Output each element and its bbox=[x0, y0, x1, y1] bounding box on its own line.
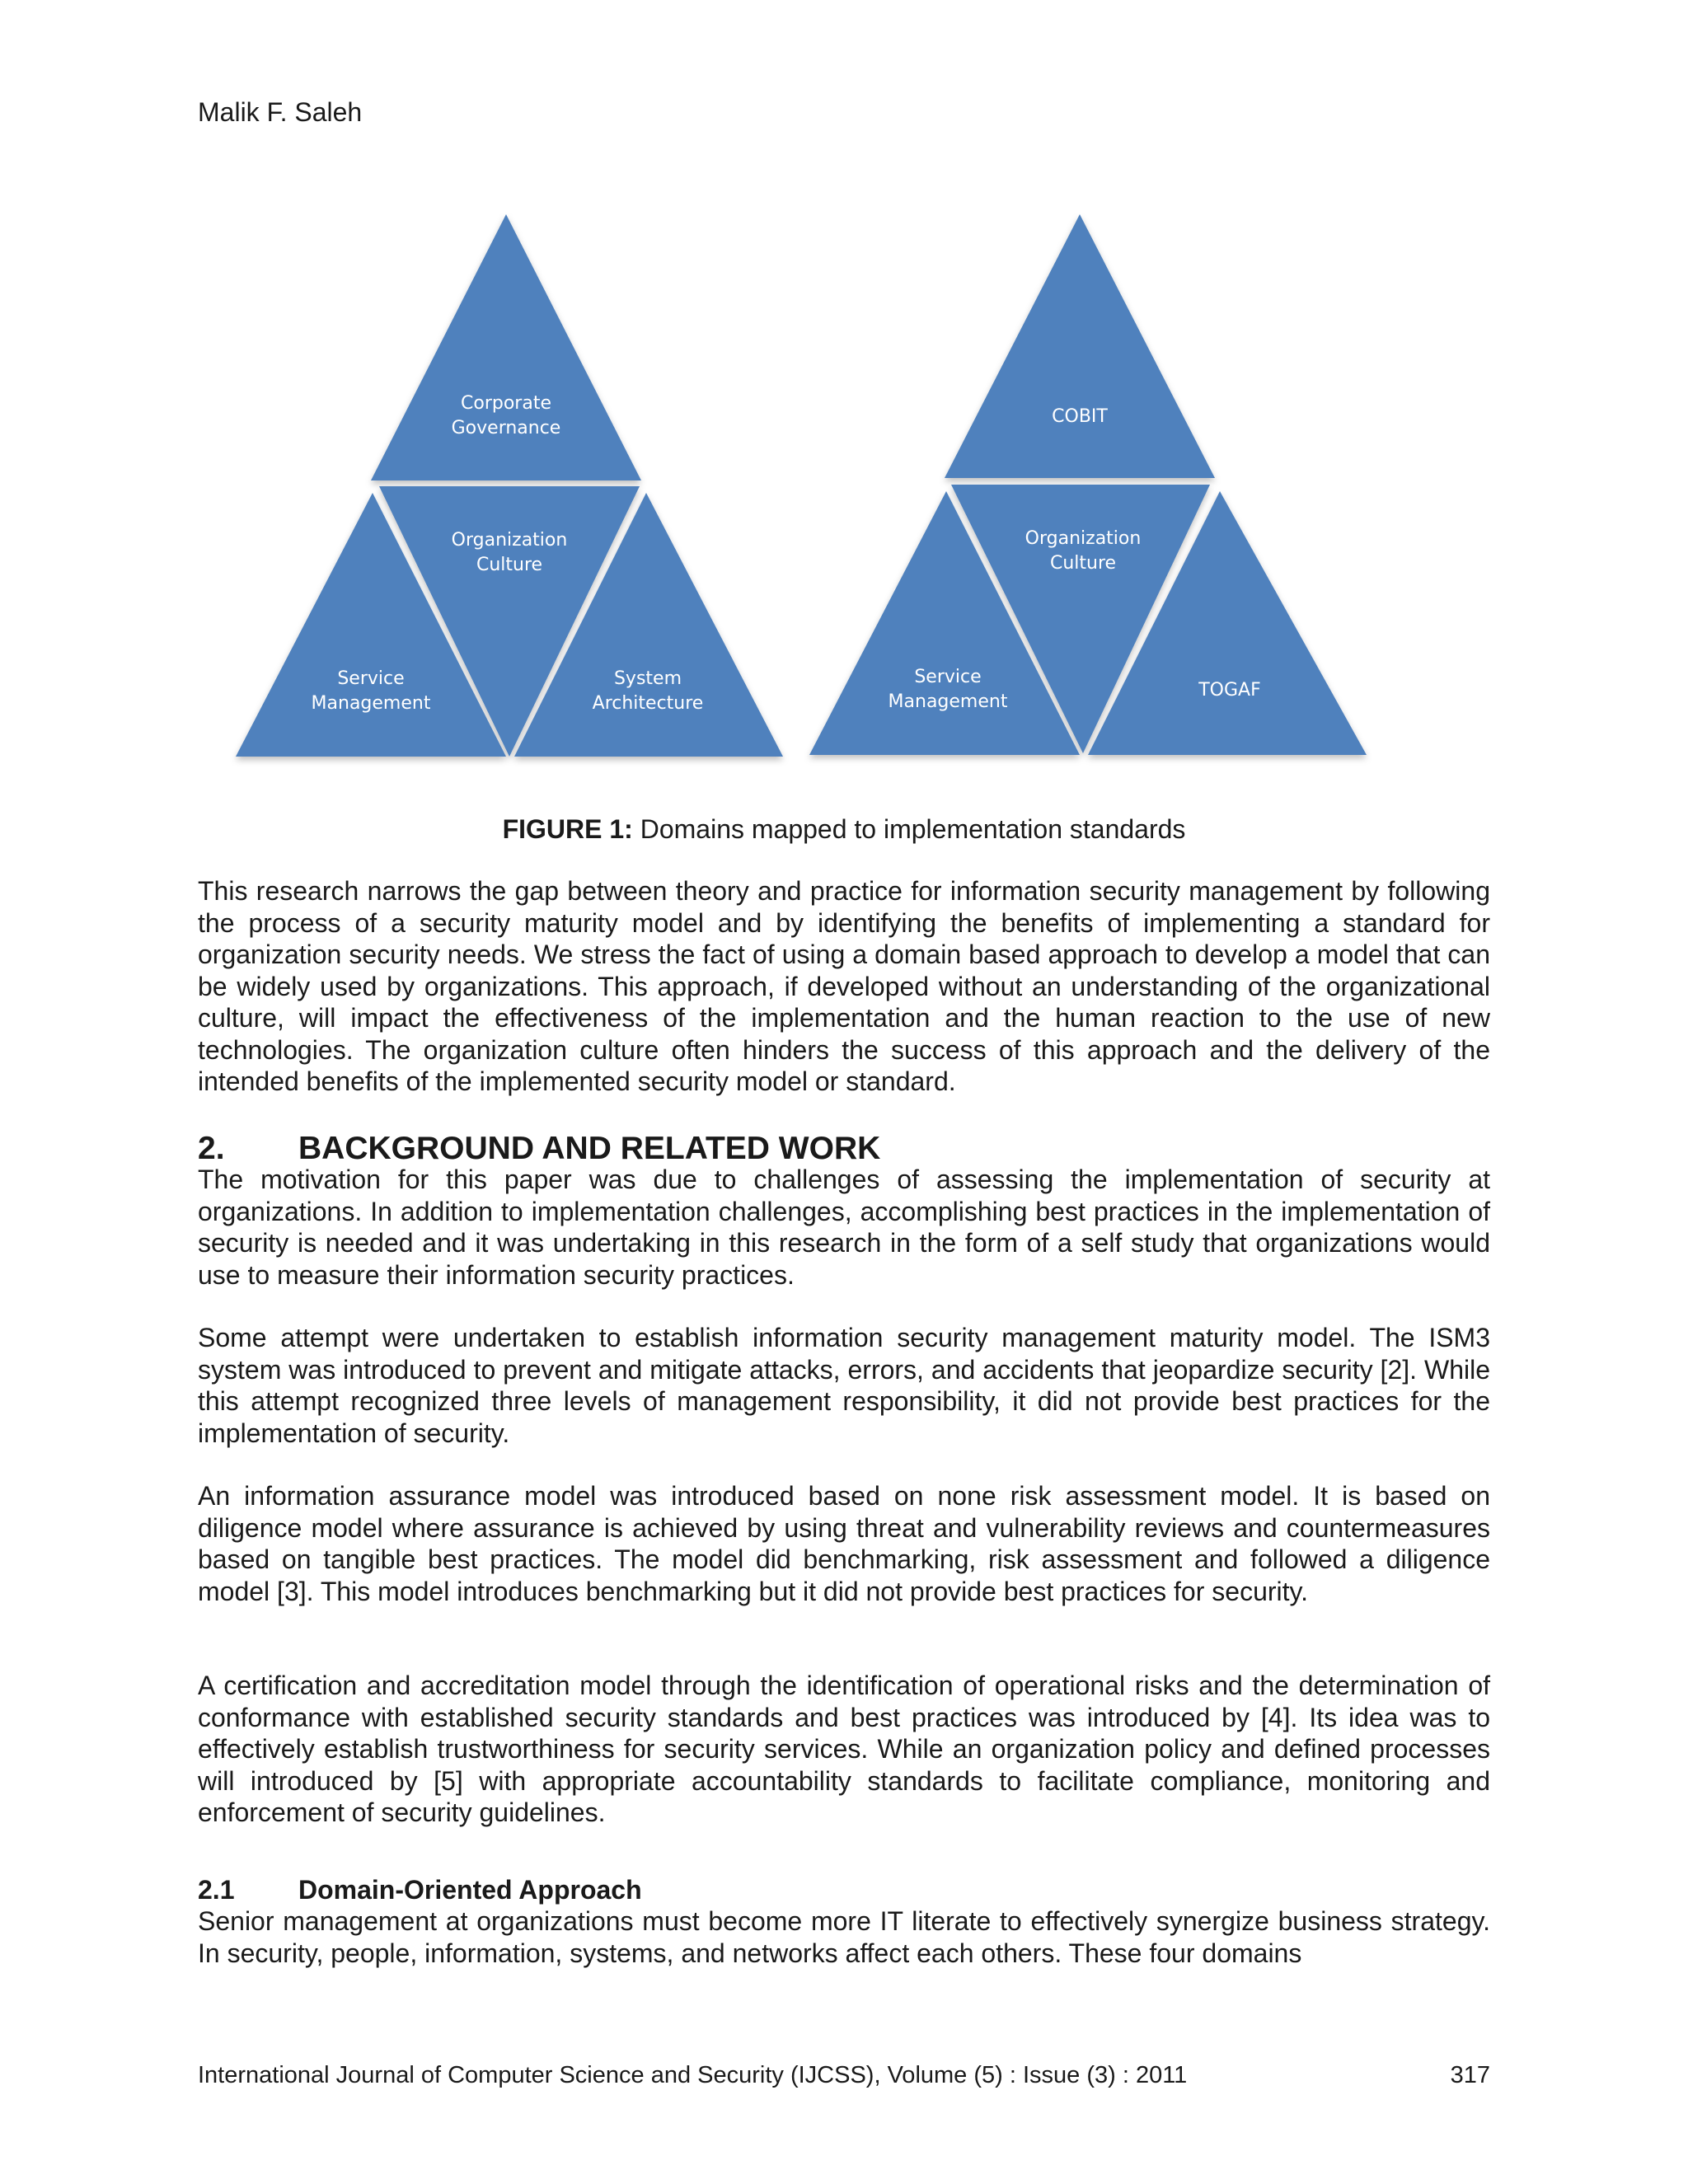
right-pyramid bbox=[809, 214, 1367, 755]
section-title: BACKGROUND AND RELATED WORK bbox=[298, 1131, 881, 1166]
paragraph-domain-oriented: Senior management at organizations must become more IT literate to effectively synergize business strategy. In security, people, information, systems, and networks affect each others. These four domains bbox=[198, 1906, 1490, 1968]
paragraph-motivation: The motivation for this paper was due to challenges of assessing the implementation of security at organizations. In addition to implementation challenges, accomplishing best practices in the implementation of security is needed and it was undertaking in this research in the form of a self study that organizations would use to measure their information security practices. bbox=[198, 1165, 1490, 1290]
figure-caption-text: Domains mapped to implementation standards bbox=[632, 814, 1186, 844]
figure-caption bbox=[0, 814, 1688, 845]
subsection-heading bbox=[198, 1875, 642, 1905]
left-top-triangle bbox=[371, 214, 641, 480]
left-top-label: Corporate Governance bbox=[451, 393, 561, 438]
paragraph-assurance-model: An information assurance model was introduced based on none risk assessment model. It is based on diligence model where assurance is achieved by using threat and vulnerability reviews and countermeasures based on tangible best practices. The model did benchmarking, risk assessment and followed a diligence model [3]. This model introduces benchmarking but it did not provide best practices for security. bbox=[198, 1481, 1490, 1606]
right-top-triangle bbox=[945, 214, 1215, 478]
page-number: 317 bbox=[1450, 2062, 1490, 2088]
paragraph-intro: This research narrows the gap between theory and practice for information security management by following the process of a security maturity model and by identifying the benefits of implementing a standard for organization security needs. We stress the fact of using a domain based approach to develop a model that can be widely used by organizations. This approach, if developed without an understanding of the organizational culture, will impact the effectiveness of the implementation and the human reaction to the use of new technologies. The organization culture often hinders the success of this approach and the delivery of the intended benefits of the implemented security model or standard. bbox=[198, 876, 1490, 1096]
paragraph-ism3: Some attempt were undertaken to establish information security management maturity model. The ISM3 system was introduced to prevent and mitigate attacks, errors, and accidents that jeopardize security [2]. While this attempt recognized three levels of management responsibility, it did not provide best practices for the implementation of security. bbox=[198, 1323, 1490, 1448]
figure-domain-pyramids bbox=[223, 206, 1376, 783]
left-pyramid bbox=[236, 214, 783, 757]
right-bottom-left-label: Service Management bbox=[888, 667, 1008, 712]
running-head-author: Malik F. Saleh bbox=[198, 97, 363, 127]
left-middle-label: Organization Culture bbox=[451, 530, 568, 575]
left-bottom-right-label: System Architecture bbox=[592, 668, 704, 714]
right-bottom-right-label: TOGAF bbox=[1198, 680, 1261, 701]
section-heading bbox=[198, 1131, 880, 1167]
paragraph-certification: A certification and accreditation model through the identification of operational risks and the determination of conformance with established security standards and best practices was introduced by [4]. Its idea was to effectively establish trustworthiness for security services. While an organization policy and defined processes will introduced by [5] with appropriate accountability standards to facilitate compliance, monitoring and enforcement of security guidelines. bbox=[198, 1671, 1490, 1827]
footer-journal: International Journal of Computer Science and Security (IJCSS), Volume (5) : Issue (3) : 2011 bbox=[198, 2062, 1188, 2088]
figure-caption-label: FIGURE 1: bbox=[502, 814, 633, 844]
left-bottom-left-label: Service Management bbox=[311, 668, 431, 714]
section-number: 2. bbox=[198, 1131, 225, 1166]
right-middle-label: Organization Culture bbox=[1025, 528, 1142, 574]
right-top-label: COBIT bbox=[1052, 406, 1108, 427]
subsection-title: Domain-Oriented Approach bbox=[298, 1875, 642, 1905]
subsection-number: 2.1 bbox=[198, 1875, 235, 1905]
